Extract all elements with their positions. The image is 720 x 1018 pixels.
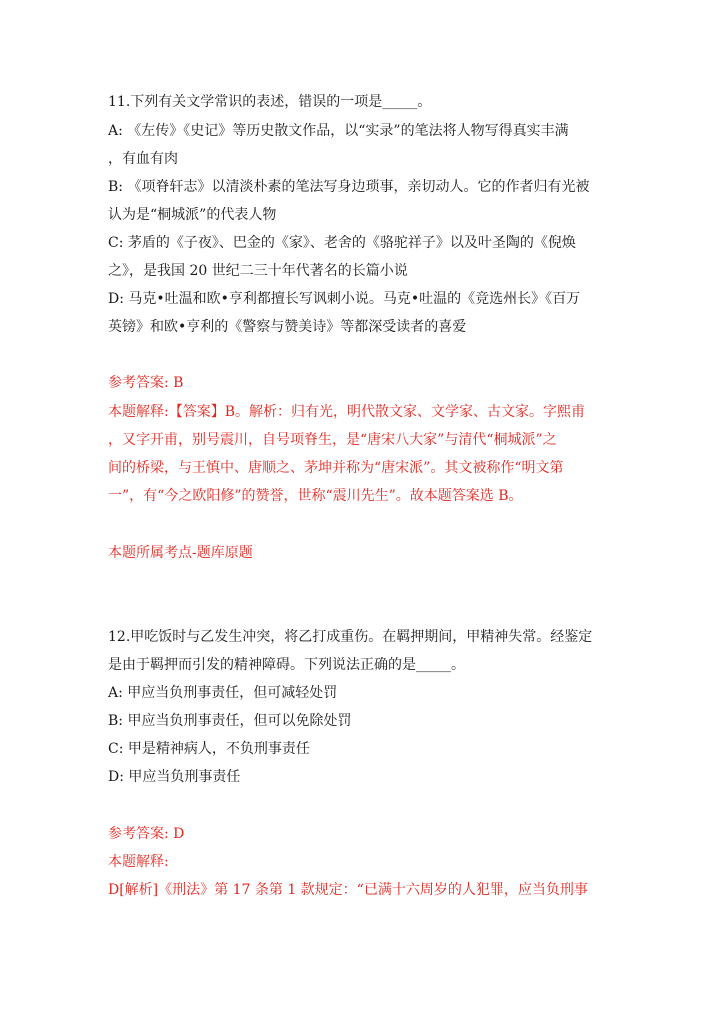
q11-explanation-line1: 本题解释:【答案】B。解析：归有光，明代散文家、文学家、古文家。字熙甫 bbox=[108, 404, 586, 420]
q12-option-b: B: 甲应当负刑事责任，但可以免除处罚 bbox=[108, 713, 352, 729]
q12-stem-line2: 是由于羁押而引发的精神障碍。下列说法正确的是_____。 bbox=[108, 657, 465, 673]
q11-answer: 参考答案: B bbox=[108, 375, 184, 391]
q12-option-a: A: 甲应当负刑事责任，但可减轻处罚 bbox=[108, 685, 338, 701]
q11-explanation-line3: 间的桥梁，与王慎中、唐顺之、茅坤并称为“唐宋派”。其文被称作“明文第 bbox=[108, 460, 564, 476]
q12-explanation-label: 本题解释: bbox=[108, 854, 169, 870]
q12-stem-line1: 12.甲吃饭时与乙发生冲突，将乙打成重伤。在羁押期间，甲精神失常。经鉴定 bbox=[108, 629, 593, 645]
q11-option-c-line2: 之》，是我国 20 世纪二三十年代著名的长篇小说 bbox=[108, 263, 408, 279]
q11-stem: 11.下列有关文学常识的表述，错误的一项是_____。 bbox=[108, 94, 432, 110]
q11-explanation-line4: 一”，有“今之欧阳修”的赞誉，世称“震川先生”。故本题答案选 B。 bbox=[108, 488, 523, 504]
q11-option-b-line2: 认为是“桐城派”的代表人物 bbox=[108, 207, 277, 223]
q11-option-d-line2: 英镑》和欧•亨利的《警察与赞美诗》等都深受读者的喜爱 bbox=[108, 319, 467, 335]
q11-option-d-line1: D: 马克•吐温和欧•亨利都擅长写讽刺小说。马克•吐温的《竞选州长》《百万 bbox=[108, 291, 581, 307]
q12-option-c: C: 甲是精神病人，不负刑事责任 bbox=[108, 741, 310, 757]
q11-option-c-line1: C: 茅盾的《子夜》、巴金的《家》、老舍的《骆驼祥子》以及叶圣陶的《倪焕 bbox=[108, 235, 576, 251]
q12-explanation: D[解析]《刑法》第 17 条第 1 款规定：“已满十六周岁的人犯罪，应当负刑事 bbox=[108, 882, 588, 898]
q12-answer: 参考答案: D bbox=[108, 826, 185, 842]
q11-option-b-line1: B: 《项脊轩志》以清淡朴素的笔法写身边琐事，亲切动人。它的作者归有光被 bbox=[108, 179, 590, 195]
q12-option-d: D: 甲应当负刑事责任 bbox=[108, 769, 241, 785]
q11-option-a-line1: A: 《左传》《史记》等历史散文作品，以“实录”的笔法将人物写得真实丰满 bbox=[108, 123, 569, 139]
q11-option-a-line2: ，有血有肉 bbox=[108, 151, 178, 167]
q11-explanation-line2: ，又字开甫，别号震川，自号项脊生，是“唐宋八大家”与清代“桐城派”之 bbox=[108, 432, 557, 448]
q11-source: 本题所属考点-题库原题 bbox=[108, 545, 253, 561]
